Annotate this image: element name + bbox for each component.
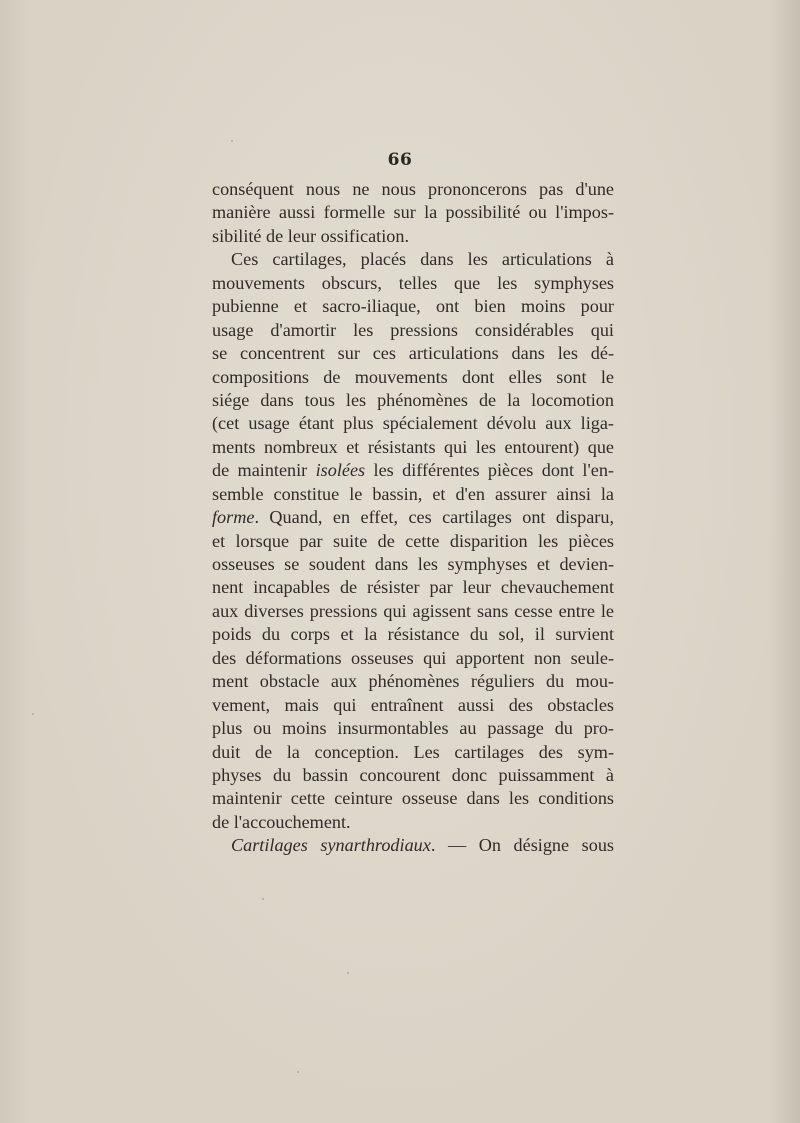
paper-speck	[603, 847, 606, 850]
text-line: sibilité de leur ossification.	[212, 225, 409, 246]
text-segment: de maintenir	[212, 460, 316, 481]
text-line	[212, 459, 614, 482]
text-line: nent incapables de résister par leur chevauchement	[212, 577, 614, 598]
text-line: manière aussi formelle sur la possibilité ou l'impos-	[212, 202, 614, 223]
text-segment: les différentes pièces dont l'en-	[365, 460, 614, 481]
paper-speck	[32, 713, 34, 715]
italic-term: forme	[212, 507, 255, 528]
section-heading-line	[212, 834, 614, 857]
text-line: usage d'amortir les pressions considérables qui	[212, 319, 614, 340]
text-line	[212, 506, 614, 529]
text-line: physes du bassin concourent donc puissamment à	[212, 764, 614, 785]
text-line: semble constitue le bassin, et d'en assurer ainsi la	[212, 483, 614, 504]
text-line: osseuses se soudent dans les symphyses et devien-	[212, 554, 614, 574]
section-heading: Cartilages synarthrodiaux	[231, 835, 431, 856]
text-line: ment obstacle aux phénomènes réguliers du mou-	[212, 671, 614, 692]
text-line: de l'accouchement.	[212, 811, 351, 832]
text-line: poids du corps et la résistance du sol, il survient	[212, 624, 614, 645]
paper-speck	[262, 898, 264, 900]
text-line: vement, mais qui entraînent aussi des obstacles	[212, 694, 614, 715]
text-line: Ces cartilages, placés dans les articulations à	[231, 249, 614, 270]
text-line: (cet usage étant plus spécialement dévolu aux liga-	[212, 413, 614, 434]
text-segment: . Quand, en effet, ces cartilages ont disparu,	[254, 507, 614, 528]
text-line: et lorsque par suite de cette disparition les pièces	[212, 530, 614, 551]
paper-speck	[347, 972, 349, 974]
text-line: se concentrent sur ces articulations dans les dé-	[212, 343, 614, 364]
text-line: duit de la conception. Les cartilages des sym-	[212, 741, 614, 762]
paper-speck	[297, 1071, 299, 1073]
text-line: compositions de mouvements dont elles sont le	[212, 366, 614, 387]
text-line: ments nombreux et résistants qui les entourent) que	[212, 436, 614, 457]
text-line: plus ou moins insurmontables au passage du pro-	[212, 718, 614, 739]
text-line: maintenir cette ceinture osseuse dans les conditions	[212, 788, 614, 809]
page-number: 66	[387, 150, 413, 170]
text-segment: . — On désigne sous	[430, 835, 614, 856]
text-line: aux diverses pressions qui agissent sans cesse entre le	[212, 600, 614, 621]
body-text	[212, 178, 614, 858]
text-line: pubienne et sacro-iliaque, ont bien moins pour	[212, 296, 614, 317]
text-line: mouvements obscurs, telles que les symphyses	[212, 272, 614, 293]
paper-speck	[231, 140, 233, 142]
italic-term: isolées	[315, 460, 366, 481]
text-line: siége dans tous les phénomènes de la locomotion	[212, 389, 614, 410]
text-line: conséquent nous ne nous prononcerons pas d'une	[212, 179, 614, 199]
text-line: des déformations osseuses qui apportent non seule-	[212, 647, 614, 668]
